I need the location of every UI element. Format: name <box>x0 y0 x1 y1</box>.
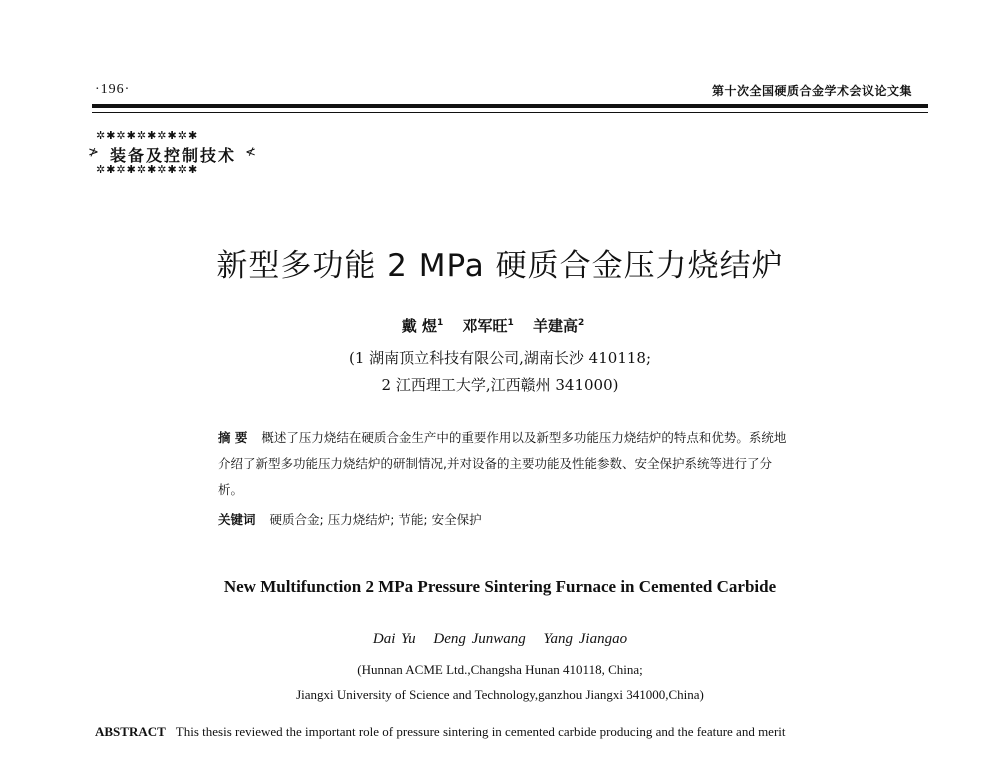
abstract-cn-text: 概述了压力烧结在硬质合金生产中的重要作用以及新型多功能压力烧结炉的特点和优势。系统地介绍了新型多功能压力烧结炉的研制情况,并对设备的主要功能及性能参数、安全保护系统等进行了分析。 <box>218 430 787 497</box>
running-title: 第十次全国硬质合金学术会议论文集 <box>711 84 912 98</box>
star-border-top: ✲✱✲✱✲✱✲✱✲✱ <box>96 129 199 142</box>
star-border-right: ≮ <box>245 145 256 160</box>
author-name: 羊建高 <box>532 317 578 335</box>
english-author: Dai Yu <box>372 631 416 647</box>
english-abstract <box>95 724 925 740</box>
english-title: New Multifunction 2 MPa Pressure Sintering Furnace in Cemented Carbide <box>223 577 777 596</box>
abstract-cn <box>218 425 788 503</box>
english-author: Deng Junwang <box>433 631 526 647</box>
keywords-cn <box>218 507 788 533</box>
section-label: 装备及控制技术 <box>110 146 237 165</box>
header-rule-thick <box>92 104 928 108</box>
keywords-cn-label: 关键词 <box>218 512 256 527</box>
author-name: 邓军旺 <box>462 317 508 335</box>
affiliation-line: 2 江西理工大学,江西赣州 341000) <box>381 376 619 394</box>
english-affiliation-line: (Hunnan ACME Ltd.,Changsha Hunan 410118, China; <box>357 662 643 677</box>
english-abstract-label: ABSTRACT <box>95 724 166 739</box>
star-border-bottom: ✲✱✲✱✲✱✲✱✲✱ <box>96 163 199 176</box>
author-affil-mark: 2 <box>578 318 585 328</box>
author-list <box>0 315 1000 336</box>
header-rule-thin <box>92 112 928 113</box>
affiliation-line: (1 湖南顶立科技有限公司,湖南长沙 410118; <box>348 349 652 367</box>
english-author: Yang Jiangao <box>543 631 628 647</box>
page-number: ·196· <box>95 82 131 97</box>
english-affiliation-line: Jiangxi University of Science and Technology,ganzhou Jiangxi 341000,China) <box>296 687 704 702</box>
star-border-left: ≯ <box>88 145 99 160</box>
keywords-cn-text: 硬质合金; 压力烧结炉; 节能; 安全保护 <box>269 512 482 527</box>
author-name: 戴 煜 <box>401 317 437 335</box>
author-affil-mark: 1 <box>507 318 514 328</box>
paper-title: 新型多功能 2 MPa 硬质合金压力烧结炉 <box>216 248 784 284</box>
english-abstract-text: This thesis reviewed the important role of pressure sintering in cemented carbide producing and the feature and merit <box>175 724 786 739</box>
author-affil-mark: 1 <box>436 318 444 328</box>
section-box <box>88 130 256 176</box>
abstract-cn-label: 摘 要 <box>218 430 248 445</box>
english-author-list <box>0 631 1000 648</box>
